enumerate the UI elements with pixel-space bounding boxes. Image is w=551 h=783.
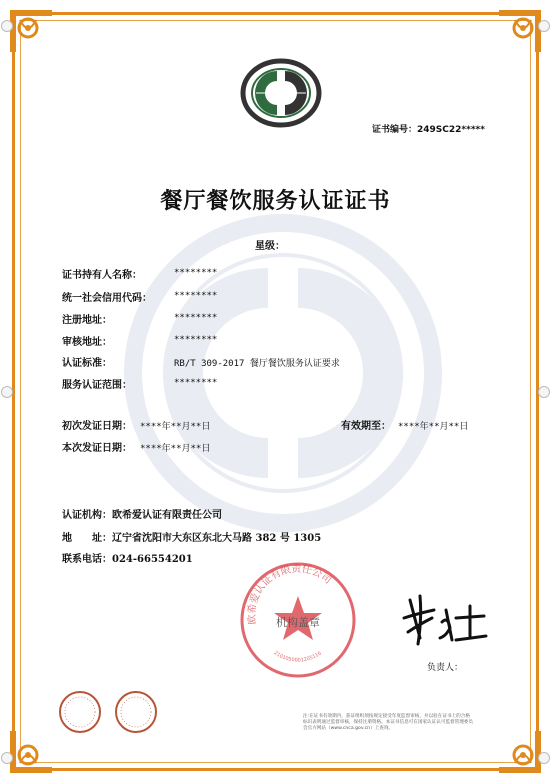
valid-until-value: ****年**月**日 bbox=[398, 422, 469, 432]
page-title: 餐厅餐饮服务认证证书 bbox=[160, 188, 391, 214]
current-issue-value: ****年**月**日 bbox=[140, 444, 211, 454]
footnote: 注:在证书有效期内，获证组织须按规定接受年度监督审核，并以验在证书上的合格标识表明通过监督审核，保持注册资格。本证书信息可在国家认证认可监督管理委员会官方网站（www.cnca.gov.cn）上查询。 bbox=[303, 714, 473, 731]
official-seal bbox=[238, 560, 358, 680]
field-label-credit-code: 统一社会信用代码： bbox=[62, 293, 152, 304]
first-issue-value: ****年**月**日 bbox=[140, 422, 211, 432]
valid-until-label: 有效期至： bbox=[341, 421, 391, 432]
phone-label: 联系电话： bbox=[62, 554, 112, 565]
corner-ornament-bottom-left bbox=[6, 727, 56, 777]
binder-hole bbox=[538, 386, 550, 398]
corner-ornament-top-right bbox=[495, 6, 545, 56]
corner-ornament-bottom-right bbox=[495, 727, 545, 777]
seal-serial: 2101050001205116 bbox=[272, 650, 323, 664]
binder-hole bbox=[538, 752, 550, 764]
handwritten-signature bbox=[400, 588, 490, 648]
certificate-number-label: 证书编号： bbox=[372, 125, 418, 135]
responsible-person-label: 负责人： bbox=[427, 663, 464, 673]
field-label-audit-address: 审核地址： bbox=[62, 337, 112, 348]
field-label-registered-address: 注册地址： bbox=[62, 315, 112, 326]
phone-line bbox=[62, 550, 193, 565]
field-value-standard: RB/T 309-2017 餐厅餐饮服务认证要求 bbox=[174, 359, 340, 369]
field-value-credit-code: ******** bbox=[174, 291, 218, 301]
star-rating-label: 星级： bbox=[255, 241, 285, 252]
seal-center-text: 机构盖章 bbox=[276, 616, 320, 629]
field-value-scope: ******** bbox=[174, 378, 218, 388]
address-value: 辽宁省沈阳市大东区东北大马路 382 号 1305 bbox=[112, 533, 322, 544]
binder-hole bbox=[1, 752, 13, 764]
field-value-audit-address: ******** bbox=[174, 335, 218, 345]
binder-hole bbox=[1, 386, 13, 398]
watermark-logo bbox=[118, 208, 448, 538]
svg-text:2101050001205116 bbox=[273, 650, 323, 663]
mark-emblem-left bbox=[58, 690, 102, 734]
field-value-registered-address: ******** bbox=[174, 313, 218, 323]
org-label: 认证机构： bbox=[62, 510, 112, 521]
first-issue-label: 初次发证日期： bbox=[62, 421, 132, 432]
address-line bbox=[62, 529, 321, 544]
field-label-holder: 证书持有人名称： bbox=[62, 270, 142, 281]
org-value: 欧希爱认证有限责任公司 bbox=[112, 510, 222, 521]
mark-emblem-right bbox=[114, 690, 158, 734]
field-label-standard: 认证标准： bbox=[62, 358, 112, 369]
certification-logo bbox=[240, 58, 322, 128]
org-line bbox=[62, 506, 222, 521]
binder-hole bbox=[1, 20, 13, 32]
field-value-holder: ******** bbox=[174, 268, 218, 278]
binder-hole bbox=[538, 20, 550, 32]
address-label: 地 址： bbox=[62, 533, 112, 544]
certificate-number-value: 249SC22***** bbox=[417, 125, 485, 135]
field-label-scope: 服务认证范围： bbox=[62, 380, 132, 391]
corner-ornament-top-left bbox=[6, 6, 56, 56]
seal-ring-text: 欧希爱认证有限责任公司 bbox=[246, 563, 334, 625]
current-issue-label: 本次发证日期： bbox=[62, 443, 132, 454]
certificate-number bbox=[372, 122, 485, 135]
phone-value: 024-66554201 bbox=[112, 554, 193, 565]
